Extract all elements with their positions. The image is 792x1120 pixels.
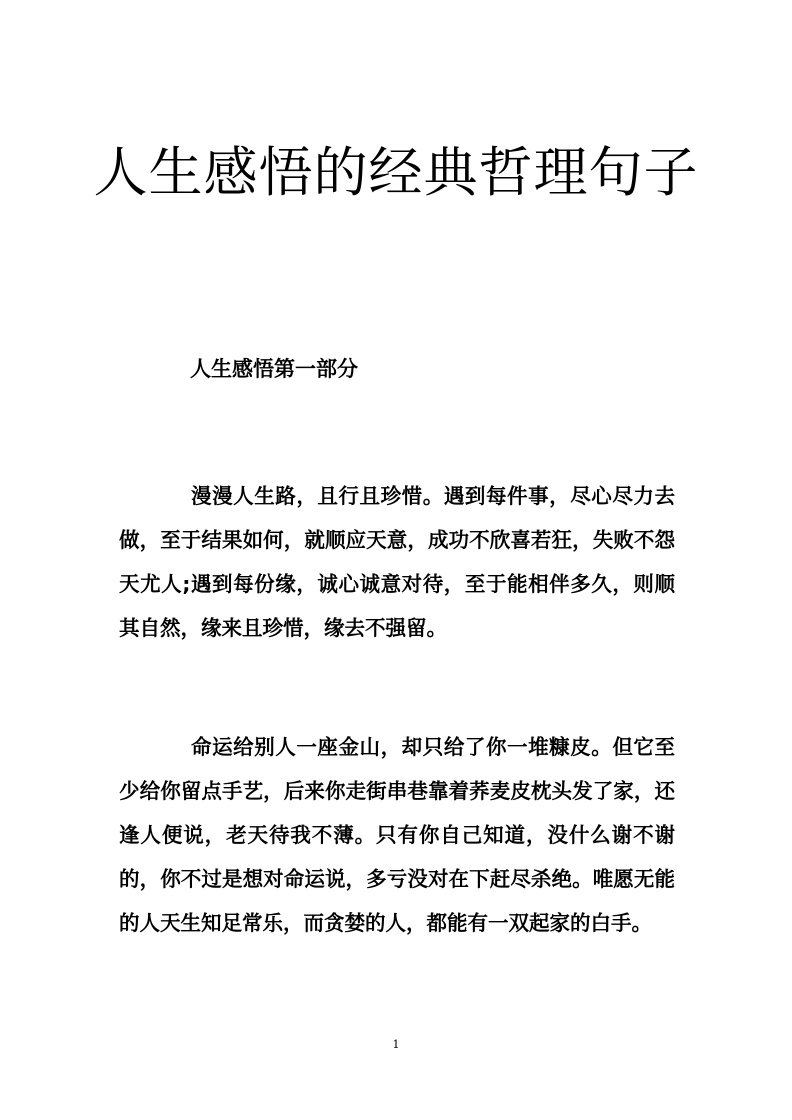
document-title: 人生感悟的经典哲理句子 bbox=[93, 141, 699, 204]
page-number: 1 bbox=[392, 1038, 400, 1051]
paragraph-2: 命运给别人一座金山，却只给了你一堆糠皮。但它至少给你留点手艺，后来你走街串巷靠着荞麦皮枕头发了家，还逢人便说，老天待我不薄。只有你自己知道，没什么谢不谢的，你不过是想对命运说，多亏没对在下赶尽杀绝。唯愿无能的人天生知足常乐，而贪婪的人，都能有一双起家的白手。 bbox=[119, 735, 675, 935]
section-heading: 人生感悟第一部分 bbox=[190, 357, 358, 381]
paragraph-1: 漫漫人生路，且行且珍惜。遇到每件事，尽心尽力去做，至于结果如何，就顺应天意，成功不欣喜若狂，失败不怨天尤人;遇到每份缘，诚心诚意对待，至于能相伴多久，则顺其自然，缘来且珍惜，缘去不强留。 bbox=[119, 484, 675, 640]
